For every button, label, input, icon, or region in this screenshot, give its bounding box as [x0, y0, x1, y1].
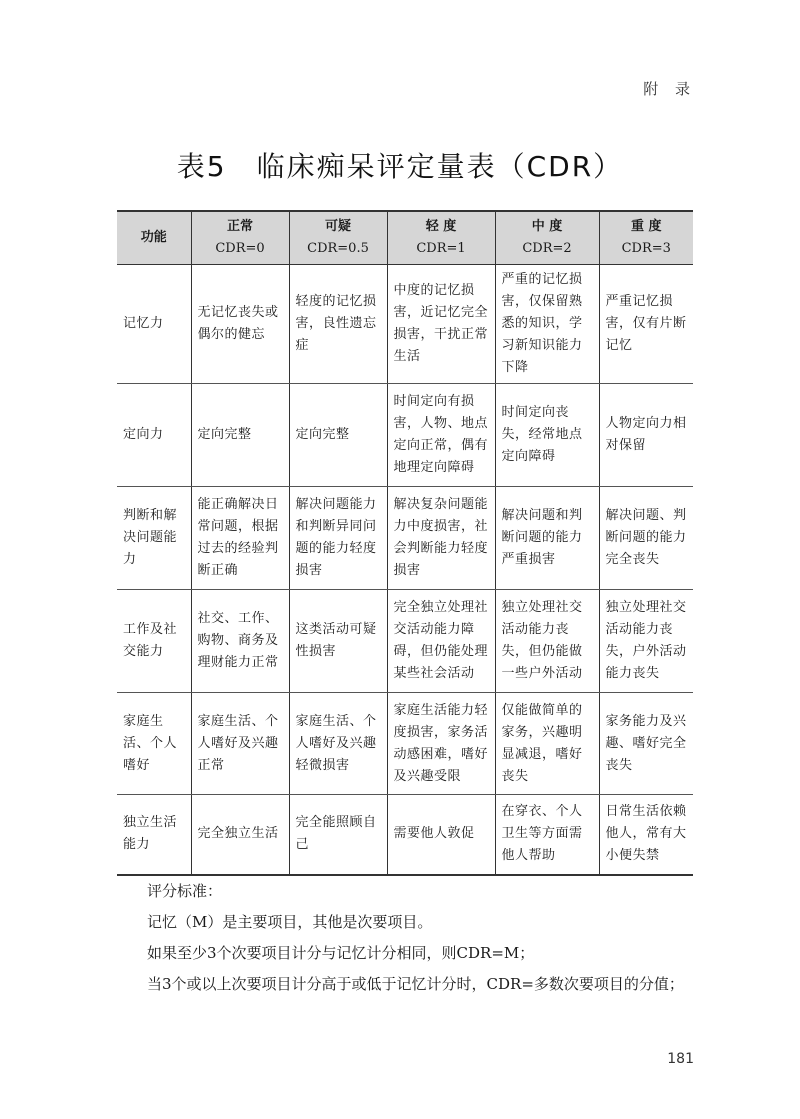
- table-cell: 独立生活能力: [117, 795, 191, 875]
- table-cell: 解决问题和判断问题的能力严重损害: [495, 487, 599, 590]
- table-row: [117, 384, 693, 487]
- table-cell: 需要他人敦促: [387, 795, 495, 875]
- table-row: [117, 590, 693, 693]
- table-cell: 解决问题、判断问题的能力完全丧失: [599, 487, 693, 590]
- table-cell: 判断和解决问题能力: [117, 487, 191, 590]
- table-cell: 记忆力: [117, 265, 191, 384]
- table-cell: 严重的记忆损害，仅保留熟悉的知识，学习新知识能力下降: [495, 265, 599, 384]
- table-cell: 在穿衣、个人卫生等方面需他人帮助: [495, 795, 599, 875]
- page-number: 181: [667, 1051, 694, 1067]
- notes-paragraph: 如果至少3个次要项目计分与记忆计分相同，则CDR=M；: [147, 944, 535, 962]
- table-cell: 时间定向丧失，经常地点定向障碍: [495, 384, 599, 487]
- scoring-notes: [117, 876, 697, 1000]
- table-cell: 人物定向力相对保留: [599, 384, 693, 487]
- table-cell: 解决问题能力和判断异同问题的能力轻度损害: [289, 487, 387, 590]
- table-cell: 这类活动可疑性损害: [289, 590, 387, 693]
- table-row: [117, 487, 693, 590]
- table-header-row: [117, 211, 693, 265]
- table-row: [117, 795, 693, 875]
- table-cell: 社交、工作、购物、商务及理财能力正常: [191, 590, 289, 693]
- table-cell: 完全独立生活: [191, 795, 289, 875]
- table-cell: 独立处理社交活动能力丧失，但仍能做一些户外活动: [495, 590, 599, 693]
- table-cell: 家庭生活、个人嗜好: [117, 693, 191, 795]
- header-cell-normal: 正常 CDR=0: [191, 211, 289, 265]
- notes-paragraph: 记忆（M）是主要项目，其他是次要项目。: [147, 913, 433, 931]
- table-cell: 完全能照顾自己: [289, 795, 387, 875]
- cdr-table: [117, 210, 693, 876]
- table-cell: 定向力: [117, 384, 191, 487]
- table-cell: 轻度的记忆损害，良性遗忘症: [289, 265, 387, 384]
- table-row: [117, 265, 693, 384]
- table-cell: 日常生活依赖他人，常有大小便失禁: [599, 795, 693, 875]
- table-cell: 工作及社交能力: [117, 590, 191, 693]
- notes-heading: 评分标准：: [147, 882, 223, 900]
- table-cell: 时间定向有损害，人物、地点定向正常，偶有地理定向障碍: [387, 384, 495, 487]
- header-cell-severe: 重 度 CDR=3: [599, 211, 693, 265]
- table-cell: 家庭生活、个人嗜好及兴趣轻微损害: [289, 693, 387, 795]
- table-title: 表5 临床痴呆评定量表（CDR）: [176, 150, 624, 183]
- table-cell: 能正确解决日常问题，根据过去的经验判断正确: [191, 487, 289, 590]
- section-header: 附 录: [643, 80, 696, 98]
- table-cell: 家务能力及兴趣、嗜好完全丧失: [599, 693, 693, 795]
- header-cell-mild: 轻 度 CDR=1: [387, 211, 495, 265]
- table-cell: 家庭生活、个人嗜好及兴趣正常: [191, 693, 289, 795]
- notes-paragraph: 当3个或以上次要项目计分高于或低于记忆计分时，CDR=多数次要项目的分值；: [147, 975, 684, 993]
- table-cell: 定向完整: [289, 384, 387, 487]
- header-cell-questionable: 可疑 CDR=0.5: [289, 211, 387, 265]
- table-row: [117, 693, 693, 795]
- header-cell-moderate: 中 度 CDR=2: [495, 211, 599, 265]
- table-cell: 严重记忆损害，仅有片断记忆: [599, 265, 693, 384]
- table-cell: 中度的记忆损害，近记忆完全损害，干扰正常生活: [387, 265, 495, 384]
- table-cell: 无记忆丧失或偶尔的健忘: [191, 265, 289, 384]
- table-cell: 家庭生活能力轻度损害，家务活动感困难，嗜好及兴趣受限: [387, 693, 495, 795]
- table-cell: 仅能做简单的家务，兴趣明显减退，嗜好丧失: [495, 693, 599, 795]
- table-cell: 定向完整: [191, 384, 289, 487]
- table-cell: 独立处理社交活动能力丧失，户外活动能力丧失: [599, 590, 693, 693]
- table-cell: 完全独立处理社交活动能力障碍，但仍能处理某些社会活动: [387, 590, 495, 693]
- table-cell: 解决复杂问题能力中度损害，社会判断能力轻度损害: [387, 487, 495, 590]
- header-cell-function: 功能: [117, 211, 191, 265]
